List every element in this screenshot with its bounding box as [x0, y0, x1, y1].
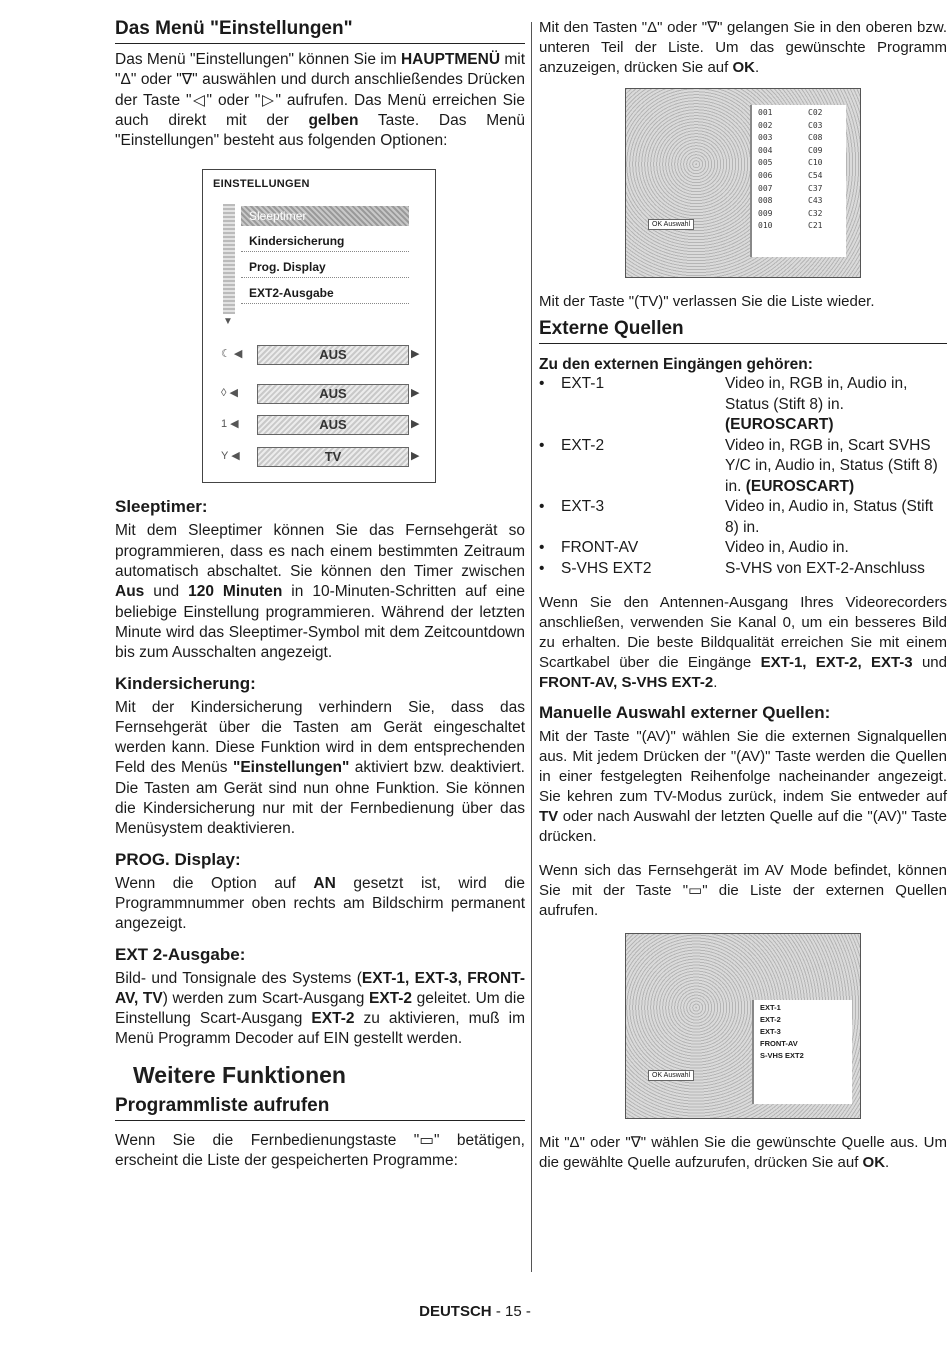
program-number: 007	[758, 183, 773, 193]
value-bar: AUS	[257, 415, 409, 435]
program-channel: C37	[808, 183, 823, 193]
program-list-table	[750, 105, 846, 257]
source-desc: Video in, RGB in, Scart SVHS Y/C in, Audio in, Status (Stift 8) in.	[725, 436, 938, 495]
column-divider	[531, 22, 532, 1272]
program-channel: C08	[808, 133, 823, 143]
value-row-ext2	[221, 447, 421, 467]
antenna-paragraph: Wenn Sie den Antennen-Ausgang Ihres Videorecorders anschließen, verwenden Sie Kanal 0, um ein besseres Bild zu erhalten. Die beste Bildqualität erreichen Sie mit einem Scartkabel über die Eingänge EXT-1, EXT-2, EXT-3 und FRONT-AV, S-VHS EXT-2.	[539, 594, 947, 691]
ext2-paragraph: Bild- und Tonsignale des Systems (EXT-1, EXT-3, FRONT-AV, TV) werden zum Scart-Ausgang EXT-2 geleitet. Um die Einstellung Scart-Ausgang EXT-2 zu aktivieren, muß im Menü Programm Decoder auf EIN gestellt werden.	[115, 969, 525, 1048]
program-channel: C21	[808, 221, 823, 231]
manual-selection-heading: Manuelle Auswahl externer Quellen:	[539, 703, 831, 722]
value-row-kindersicherung	[221, 384, 421, 404]
program-number: 005	[758, 158, 773, 168]
sleeptimer-heading: Sleeptimer:	[115, 497, 208, 517]
right-arrow-icon: ▶	[411, 450, 420, 463]
menu-einstellungen-heading: Das Menü "Einstellungen"	[115, 18, 525, 44]
source-name: EXT-3	[561, 498, 605, 515]
value-row-prog-display	[221, 415, 421, 435]
programmliste-paragraph: Wenn Sie die Fernbedienungstaste "▭" betätigen, erscheint die Liste der gespeicherten Programme:	[115, 1131, 525, 1170]
page-footer: DEUTSCH - 15 -	[419, 1303, 531, 1320]
output-icon: Y ◀	[221, 450, 240, 463]
right-column	[539, 18, 947, 1173]
menu-item-ext2-ausgabe: EXT2-Ausgabe	[241, 282, 409, 304]
moon-icon: ☾ ◀	[221, 348, 243, 361]
program-number: 009	[758, 208, 773, 218]
source-name: EXT-2	[561, 436, 605, 454]
source-menu-item: EXT-2	[760, 1015, 781, 1024]
value-bar: AUS	[257, 384, 409, 404]
source-menu-item: S-VHS EXT2	[760, 1051, 804, 1060]
ok-auswahl-label: OK Auswahl	[648, 219, 694, 230]
sources-heading: Zu den externen Eingängen gehören:	[539, 356, 813, 373]
program-channel: C43	[808, 196, 823, 206]
left-column	[115, 18, 525, 1171]
source-name: EXT-1	[561, 375, 605, 392]
program-number: 001	[758, 108, 773, 117]
value-bar: TV	[257, 447, 409, 467]
source-name: FRONT-AV	[561, 539, 639, 556]
source-connector: (EUROSCART)	[745, 477, 855, 495]
prog-display-heading: PROG. Display:	[115, 849, 241, 869]
source-menu-item: EXT-1	[760, 1003, 781, 1012]
prog-display-paragraph: Wenn die Option auf AN gesetzt ist, wird die Programmnummer oben rechts am Bildschirm permanent angezeigt.	[115, 874, 525, 933]
menu-intro-paragraph: Das Menü "Einstellungen" können Sie im HAUPTMENÜ mit "Δ" oder "∇" auswählen und durch anschließendes Drücken der Taste "◁" oder "▷" aufrufen. Das Menü erreichen Sie auch direkt mit der gelben Taste. Das Menü "Einstellungen" besteht aus folgenden Optionen:	[115, 51, 526, 150]
ok-auswahl-label-2: OK Auswahl	[648, 1070, 694, 1081]
kindersicherung-paragraph: Mit der Kindersicherung verhindern Sie, dass das Fernsehgerät über die Tasten am Gerät eingeschaltet werden kann. Diese Funktion wird in dem entsprechenden Feld des Menüs "Einstellungen" aktiviert bzw. deaktiviert. Die Tasten am Gerät sind nun ohne Funktion. Sie können die Kindersicherung nur mit der Fernbedienung über das Menüsystem deaktivieren.	[115, 698, 525, 838]
program-number: 003	[758, 133, 773, 143]
right-arrow-icon: ▶	[411, 387, 420, 400]
right-arrow-icon: ▶	[411, 348, 420, 361]
source-row: • EXT-3 Video in, Audio in, Status (Stift 8) in.	[539, 498, 934, 536]
right-arrow-icon: ▶	[411, 418, 420, 431]
program-channel: C32	[808, 208, 823, 218]
einstellungen-menu-screenshot	[202, 169, 436, 483]
menu-title: EINSTELLUNGEN	[213, 178, 310, 191]
final-paragraph: Mit "Δ" oder "∇" wählen Sie die gewünschte Quelle aus. Um die gewählte Quelle aufzurufen, drücken Sie auf OK.	[539, 1134, 947, 1171]
sources-table	[539, 374, 947, 579]
sleeptimer-paragraph: Mit dem Sleeptimer können Sie das Fernsehgerät so programmieren, dass es nach einem bestimmten Zeitraum automatisch abschaltet. Sie können den Timer zwischen Aus und 120 Minuten in 10-Minuten-Schritten auf eine beliebige Einstellung programmieren. Während der letzten Minute wird das Sleeptimer-Symbol mit dem Zeitcountdown bis zum Ausschalten angezeigt.	[115, 522, 525, 662]
source-menu-item: EXT-3	[760, 1027, 781, 1036]
list-exit-paragraph: Mit der Taste "(TV)" verlassen Sie die Liste wieder.	[539, 293, 875, 310]
manual-selection-paragraph: Mit der Taste "(AV)" wählen Sie die externen Signalquellen aus. Mit jedem Drücken der "(AV)" Taste werden die Quellen in einer festgelegten Reihenfolge nacheinander angezeigt. Sie kehren zum TV-Modus zurück, indem Sie entweder auf TV oder nach Auswahl der letzten Quelle auf die "(AV)" Taste drücken.	[539, 728, 947, 845]
source-list-screenshot	[625, 933, 861, 1119]
source-row: • FRONT-AV Video in, Audio in.	[539, 539, 849, 556]
number-icon: 1 ◀	[221, 418, 239, 431]
menu-down-arrow-icon: ▼	[223, 316, 233, 328]
source-connector: (EUROSCART)	[725, 416, 834, 433]
program-channel: C03	[808, 120, 823, 130]
source-row: • S-VHS EXT2 S-VHS von EXT-2-Anschluss	[539, 559, 925, 577]
av-mode-paragraph: Wenn sich das Fernsehgerät im AV Mode befindet, können Sie mit der Taste "▭" die Liste der externen Quellen aufrufen.	[539, 862, 947, 919]
menu-item-sleeptimer: Sleeptimer	[241, 206, 409, 226]
program-channel: C02	[808, 108, 823, 117]
source-list-menu	[752, 1000, 852, 1104]
program-channel: C10	[808, 158, 823, 168]
program-number: 004	[758, 145, 773, 155]
menu-scroll-strip	[223, 204, 235, 314]
program-channel: C54	[808, 170, 823, 180]
lock-icon: ◊ ◀	[221, 387, 238, 400]
ext2-heading: EXT 2-Ausgabe:	[115, 944, 246, 964]
source-row: • EXT-2 Video in, RGB in, Scart SVHS Y/C in, Audio in, Status (Stift 8) in. (EUROSCART)	[539, 436, 938, 495]
list-intro-paragraph: Mit den Tasten "Δ" oder "∇" gelangen Sie in den oberen bzw. unteren Teil der Liste. Um das gewünschte Programm anzuzeigen, drücken Sie auf OK.	[539, 19, 947, 76]
menu-item-prog-display: Prog. Display	[241, 256, 409, 278]
program-channel: C09	[808, 145, 823, 155]
program-number: 002	[758, 120, 773, 130]
source-name: S-VHS EXT2	[561, 559, 652, 577]
program-number: 010	[758, 221, 773, 231]
menu-item-kindersicherung: Kindersicherung	[241, 230, 409, 252]
source-desc: Video in, RGB in, Audio in, Status (Stift 8) in.	[725, 375, 908, 413]
value-bar: AUS	[257, 345, 409, 365]
programmliste-heading: Programmliste aufrufen	[115, 1095, 525, 1121]
source-desc: S-VHS von EXT-2-Anschluss	[725, 559, 925, 577]
program-number: 006	[758, 170, 773, 180]
program-number: 008	[758, 196, 773, 206]
program-list-screenshot	[625, 88, 861, 278]
source-desc: Video in, Audio in.	[725, 539, 849, 556]
value-row-sleeptimer	[221, 345, 421, 365]
weitere-funktionen-heading: Weitere Funktionen	[133, 1061, 346, 1088]
externe-quellen-heading: Externe Quellen	[539, 318, 947, 344]
source-desc: Video in, Audio in, Status (Stift 8) in.	[725, 498, 934, 536]
source-menu-item: FRONT-AV	[760, 1039, 798, 1048]
source-row: • EXT-1 Video in, RGB in, Audio in, Status (Stift 8) in. (EUROSCART)	[539, 375, 908, 433]
kindersicherung-heading: Kindersicherung:	[115, 673, 256, 693]
